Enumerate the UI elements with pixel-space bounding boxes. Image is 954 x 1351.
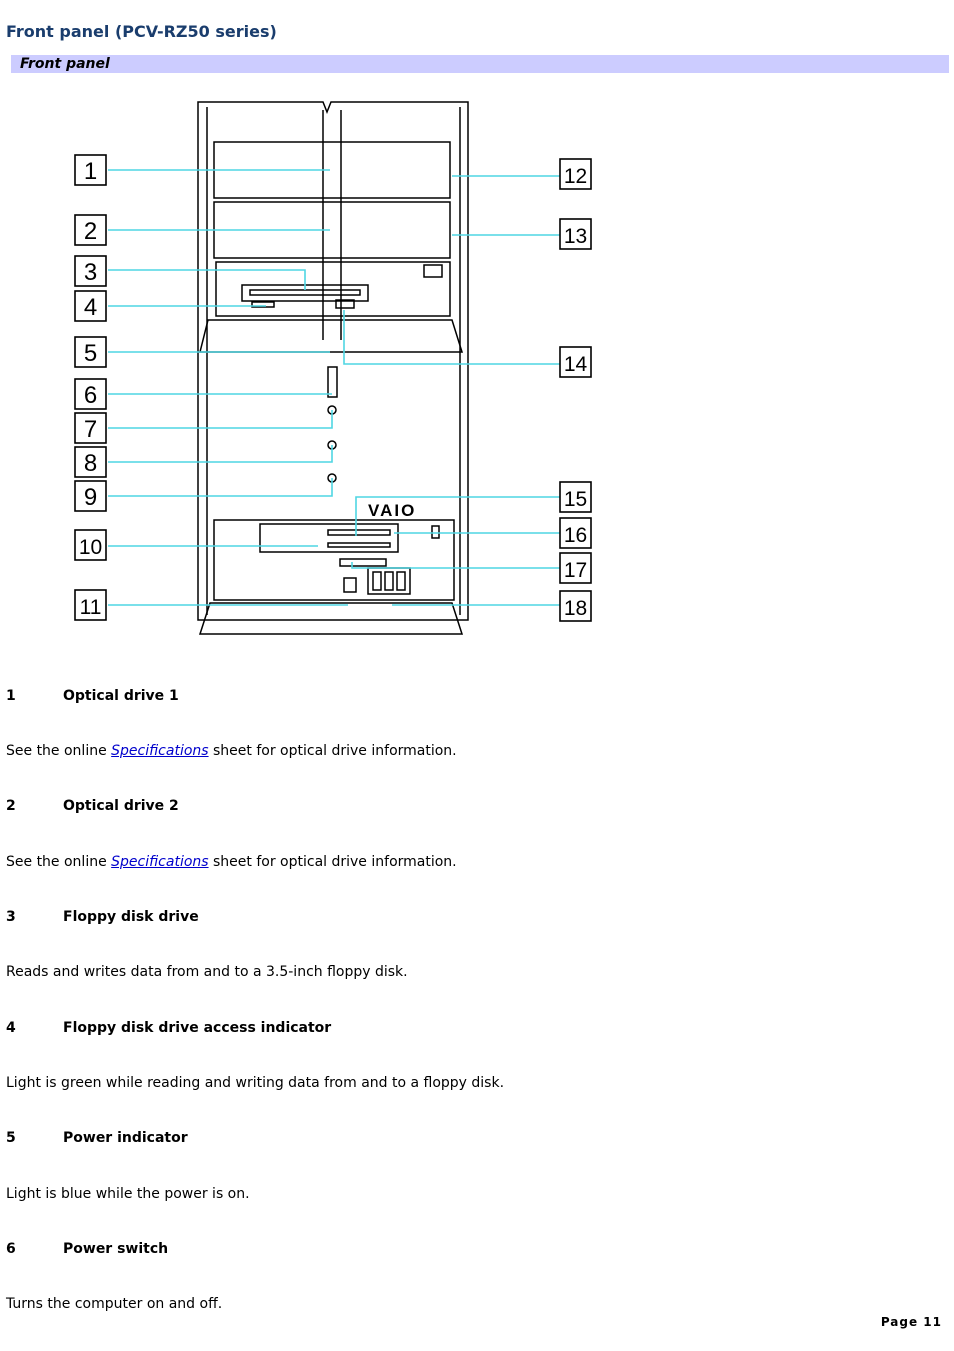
svg-text:15: 15 — [563, 488, 588, 511]
item-heading — [6, 1020, 331, 1036]
svg-text:9: 9 — [83, 484, 98, 511]
item-description: See the online Specifications sheet for optical drive information. — [6, 854, 457, 870]
item-title: Floppy disk drive — [63, 909, 199, 925]
specifications-link[interactable]: Specifications — [111, 854, 209, 870]
item-number: 6 — [6, 1241, 16, 1257]
ilink-port — [340, 559, 386, 566]
item-number: 1 — [6, 688, 16, 704]
upper-door — [200, 320, 462, 352]
svg-text:4: 4 — [83, 294, 98, 321]
svg-text:6: 6 — [83, 382, 98, 409]
memory-card-slot — [260, 524, 398, 552]
item-heading — [6, 1241, 168, 1257]
front-panel-diagram — [60, 88, 620, 658]
item-title: Floppy disk drive access indicator — [63, 1020, 332, 1036]
item-number: 2 — [6, 798, 16, 814]
item-title: Optical drive 2 — [63, 798, 179, 814]
power-switch — [328, 367, 337, 397]
svg-text:3: 3 — [83, 259, 98, 286]
item-description: Turns the computer on and off. — [6, 1296, 223, 1312]
item-heading — [6, 688, 179, 704]
svg-text:1: 1 — [83, 158, 98, 185]
item-description: See the online Specifications sheet for optical drive information. — [6, 743, 457, 759]
svg-text:8: 8 — [83, 450, 98, 477]
item-title: Optical drive 1 — [63, 688, 179, 704]
item-heading — [6, 798, 179, 814]
lower-panel — [214, 520, 454, 600]
item-description: Light is green while reading and writing data from and to a floppy disk. — [6, 1075, 505, 1091]
svg-text:7: 7 — [83, 416, 98, 443]
svg-text:5: 5 — [83, 340, 98, 367]
section-header: Front panel — [11, 55, 949, 73]
svg-text:17: 17 — [563, 559, 588, 582]
vaio-logo: VAIO — [368, 501, 417, 520]
page-title: Front panel (PCV-RZ50 series) — [6, 22, 277, 41]
item-title: Power indicator — [63, 1130, 188, 1146]
item-title: Power switch — [63, 1241, 169, 1257]
svg-text:16: 16 — [563, 524, 588, 547]
page-number: Page 11 — [880, 1315, 942, 1329]
item-number: 5 — [6, 1130, 16, 1146]
svg-text:14: 14 — [563, 353, 588, 376]
svg-text:2: 2 — [83, 218, 98, 245]
svg-text:18: 18 — [563, 597, 588, 620]
svg-text:10: 10 — [78, 536, 103, 559]
item-description: Reads and writes data from and to a 3.5-inch floppy disk. — [6, 964, 408, 980]
item-number: 4 — [6, 1020, 16, 1036]
item-heading — [6, 909, 199, 925]
item-heading — [6, 1130, 188, 1146]
svg-text:12: 12 — [563, 165, 588, 188]
item-description: Light is blue while the power is on. — [6, 1186, 250, 1202]
lower-door — [200, 603, 462, 634]
svg-text:11: 11 — [79, 596, 102, 619]
svg-text:13: 13 — [563, 225, 588, 248]
specifications-link[interactable]: Specifications — [111, 743, 209, 759]
item-number: 3 — [6, 909, 16, 925]
